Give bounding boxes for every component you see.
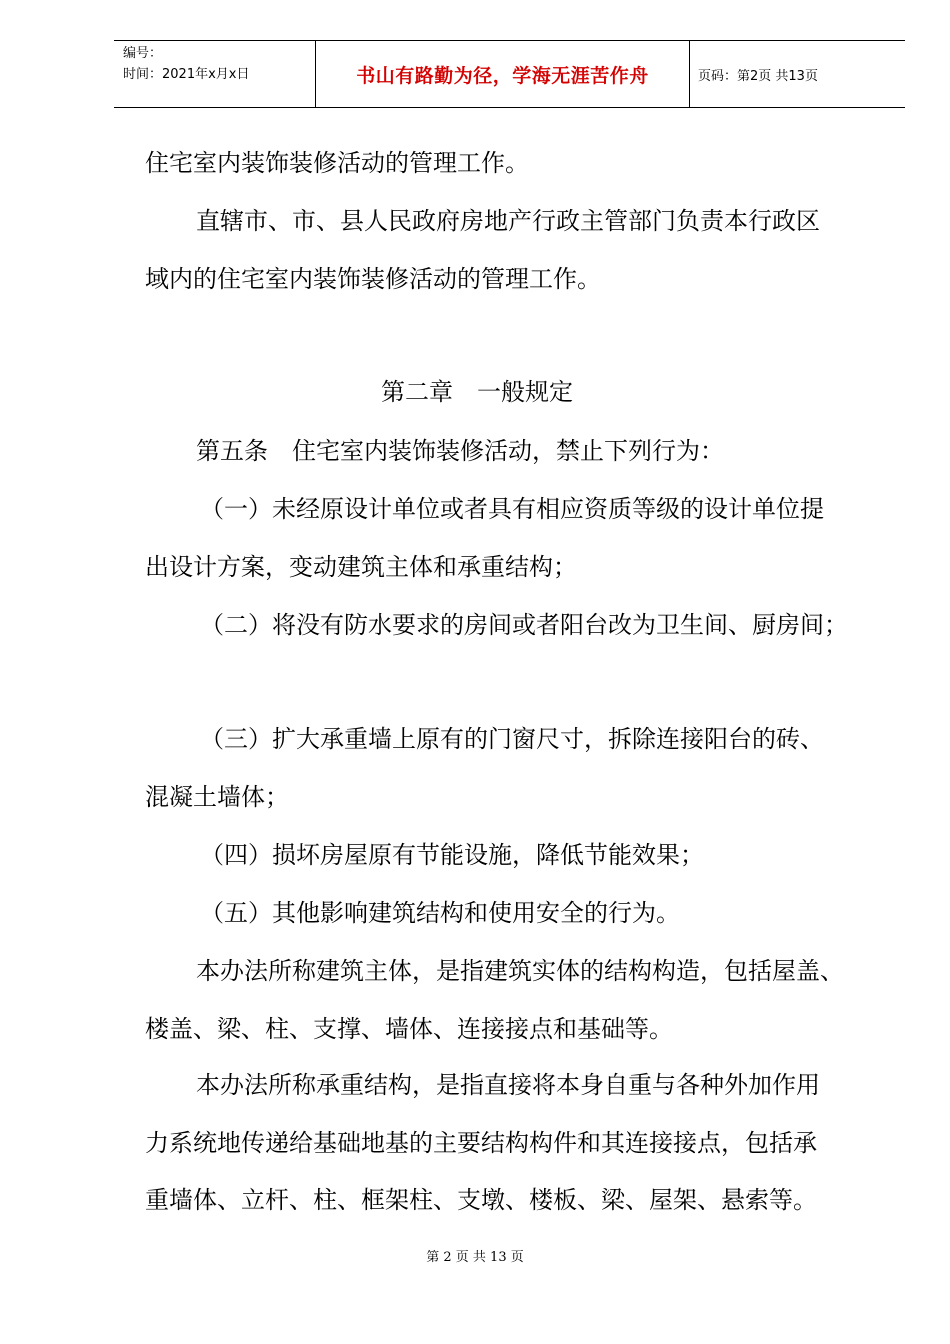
- header-meta: [114, 41, 316, 107]
- list-item: （五）其他影响建筑结构和使用安全的行为。: [200, 899, 680, 927]
- list-item: （三）扩大承重墙上原有的门窗尺寸，拆除连接阳台的砖、: [200, 725, 824, 753]
- article-title: 第五条 住宅室内装饰装修活动，禁止下列行为：: [196, 437, 724, 465]
- body-line: 出设计方案，变动建筑主体和承重结构；: [145, 553, 577, 581]
- body-line: 楼盖、梁、柱、支撑、墙体、连接接点和基础等。: [145, 1015, 673, 1043]
- body-line: 域内的住宅室内装饰装修活动的管理工作。: [145, 265, 601, 293]
- header-page-info: 页码：第2页 共13页: [698, 68, 818, 84]
- list-item: （一）未经原设计单位或者具有相应资质等级的设计单位提: [200, 495, 824, 523]
- body-line: 本办法所称建筑主体，是指建筑实体的结构构造，包括屋盖、: [196, 957, 844, 985]
- number-label: 编号：: [123, 46, 163, 61]
- body-line: 混凝土墙体；: [145, 783, 289, 811]
- page-header: [114, 40, 905, 108]
- body-line: 住宅室内装饰装修活动的管理工作。: [145, 149, 529, 177]
- header-motto: 书山有路勤为径，学海无涯苦作舟: [316, 41, 690, 107]
- body-line: 直辖市、市、县人民政府房地产行政主管部门负责本行政区: [196, 207, 820, 235]
- body-line: 重墙体、立杆、柱、框架柱、支墩、楼板、梁、屋架、悬索等。: [145, 1186, 817, 1214]
- list-item: （四）损坏房屋原有节能设施，降低节能效果；: [200, 841, 704, 869]
- chapter-heading: 第二章 一般规定: [381, 378, 573, 406]
- date-label: 时间：2021年x月x日: [123, 67, 250, 82]
- body-line: 本办法所称承重结构，是指直接将本身自重与各种外加作用: [196, 1071, 820, 1099]
- page-footer: 第 2 页 共 13 页: [426, 1250, 524, 1265]
- list-item: （二）将没有防水要求的房间或者阳台改为卫生间、厨房间；: [200, 611, 848, 639]
- body-line: 力系统地传递给基础地基的主要结构构件和其连接接点，包括承: [145, 1129, 817, 1157]
